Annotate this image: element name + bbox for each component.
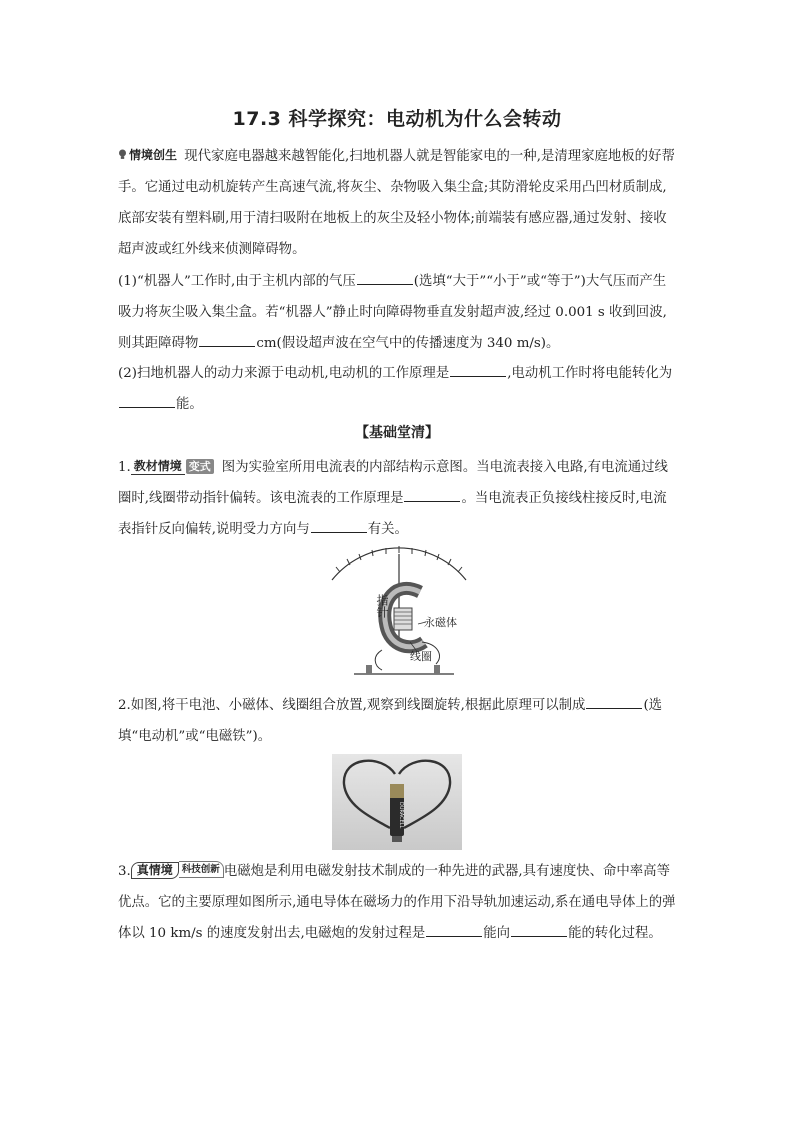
battery-label: DURACELL	[398, 802, 404, 829]
exercise-1-part-b: 。当电流表正负接线柱接反时,电流表指针反向偏转,说明受力方向与	[118, 491, 667, 537]
section-heading: 【基础堂清】	[355, 425, 439, 441]
lightbulb-icon	[118, 149, 127, 160]
answer-blank[interactable]	[511, 935, 567, 937]
question-2	[118, 358, 678, 420]
exercise-1	[118, 452, 678, 545]
tech-innovation-badge: 科技创新	[179, 861, 224, 878]
magnet-label: 永磁体	[424, 616, 457, 629]
scene-tag-label: 情境创生	[129, 148, 178, 162]
answer-blank[interactable]	[119, 406, 175, 408]
exercise-3-number: 3.	[118, 864, 131, 879]
intro-text: 现代家庭电器越来越智能化,扫地机器人就是智能家电的一种,是清理家庭地板的好帮手。它通过电动机旋转产生高速气流,将灰尘、杂物吸入集尘盒;其防滑轮皮采用凸凹材质制成,底部安装有塑料刷,用于清扫吸附在地板上的灰尘及轻小物体;前端装有感应器,通过发射、接收超声波或红外线来侦测障碍物。	[118, 149, 675, 257]
page-title: 17.3 科学探究：电动机为什么会转动	[232, 108, 562, 130]
exercise-1-part-a: 图为实验室所用电流表的内部结构示意图。当电流表接入电路,有电流通过线圈时,线圈带动指针偏转。该电流表的工作原理是	[118, 460, 668, 506]
answer-blank[interactable]	[404, 500, 460, 502]
question-2-part-c: 能。	[176, 397, 203, 412]
answer-blank[interactable]	[450, 375, 506, 377]
exercise-2-part-b: (选填“电动机”或“电磁铁”)。	[118, 698, 663, 744]
exercise-2	[118, 690, 678, 752]
question-1-part-a: (1)“机器人”工作时,由于主机内部的气压	[118, 274, 356, 289]
scene-tag	[118, 148, 180, 163]
exercise-3-part-a: 电磁炮是利用电磁发射技术制成的一种先进的武器,具有速度快、命中率高等优点。它的主要原理如图所示,通电导体在磁场力的作用下沿导轨加速运动,系在通电导体上的弹体以 10 km/s 的速度发射出去,电磁炮的发射过程是	[118, 864, 676, 941]
intro-paragraph	[118, 141, 678, 265]
answer-blank[interactable]	[426, 935, 482, 937]
exercise-2-part-a: 2.如图,将干电池、小磁体、线圈组合放置,观察到线圈旋转,根据此原理可以制成	[118, 698, 586, 713]
coil-label: 线圈	[410, 650, 432, 663]
question-1-part-b: (选填“大于”“小于”或“等于”)大气压而产生吸力将灰尘吸入集尘盒。若“机器人”静止时向障碍物垂直发射超声波,经过 0.001 s 收到回波,则其距障碍物	[118, 274, 667, 351]
exercise-3-part-b: 能向	[483, 926, 511, 941]
question-1	[118, 266, 678, 359]
exercise-1-part-c: 有关。	[367, 522, 408, 537]
ammeter-diagram	[326, 546, 472, 676]
question-2-part-b: ,电动机工作时将电能转化为	[507, 366, 673, 381]
answer-blank[interactable]	[199, 345, 255, 347]
answer-blank[interactable]	[357, 283, 413, 285]
exercise-3	[118, 856, 678, 949]
answer-blank[interactable]	[311, 531, 367, 533]
exercise-3-part-c: 能的转化过程。	[568, 926, 662, 941]
battery-coil-photo	[332, 754, 462, 850]
textbook-scene-tag: 教材情境	[131, 459, 185, 475]
answer-blank[interactable]	[586, 707, 642, 709]
real-scene-tag: 真情境	[131, 862, 179, 879]
question-1-part-c: cm(假设超声波在空气中的传播速度为 340 m/s)。	[256, 336, 560, 351]
variant-badge: 变式	[186, 459, 214, 474]
exercise-1-number: 1.	[118, 460, 131, 475]
question-2-part-a: (2)扫地机器人的动力来源于电动机,电动机的工作原理是	[118, 366, 450, 381]
pointer-label: 指针	[375, 594, 389, 618]
